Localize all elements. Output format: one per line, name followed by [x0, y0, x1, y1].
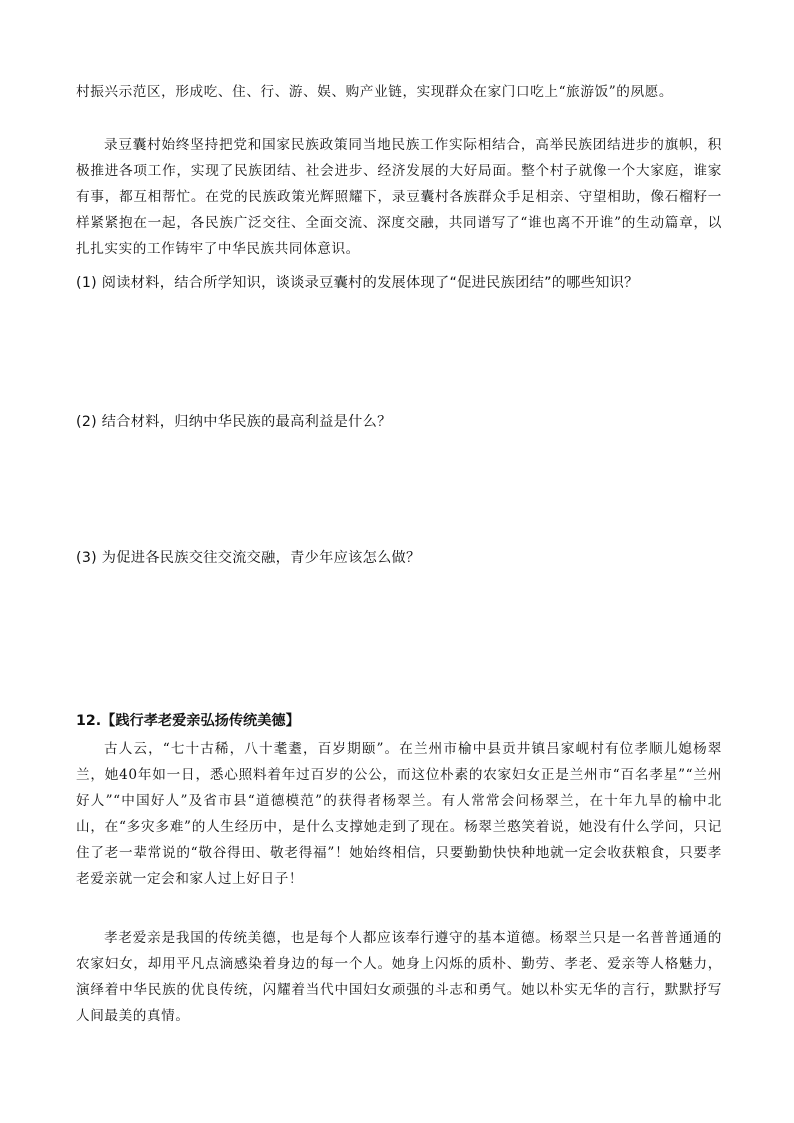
question-3: (3) 为促进各民族交往交流交融，青少年应该怎么做？: [76, 550, 421, 566]
material-continuation-paragraph: 村振兴示范区，形成吃、住、行、游、娱、购产业链，实现群众在家门口吃上“旅游饭”的夙愿。: [76, 84, 674, 100]
question-2: (2) 结合材料，归纳中华民族的最高利益是什么？: [76, 414, 392, 430]
section-12-paragraph-2: 孝老爱亲是我国的传统美德，也是每个人都应该奉行遵守的基本道德。杨翠兰只是一名普普通通的农家妇女，却用平凡点滴感染着身边的每一个人。她身上闪烁的质朴、勤劳、孝老、爱亲等人格魅力，演绎着中华民族的优良传统，闪耀着当代中国妇女顽强的斗志和勇气。她以朴实无华的言行，默默抒写人间最美的真情。: [76, 930, 722, 1024]
material-paragraph-ethnic-unity: 录豆囊村始终坚持把党和国家民族政策同当地民族工作实际相结合，高举民族团结进步的旗帜，积极推进各项工作，实现了民族团结、社会进步、经济发展的大好局面。整个村子就像一个大家庭，谁家有事，都互相帮忙。在党的民族政策光辉照耀下，录豆囊村各族群众手足相亲、守望相助，像石榴籽一样紧紧抱在一起，各民族广泛交往、全面交流、深度交融，共同谱写了“谁也离不开谁”的生动篇章，以扎扎实实的工作铸牢了中华民族共同体意识。: [76, 137, 722, 257]
section-12-title: 12.【践行孝老爱亲弘扬传统美德】: [76, 713, 300, 729]
section-12-paragraph-1: 古人云，“七十古稀，八十耄耋，百岁期颐”。在兰州市榆中县贡井镇吕家岘村有位孝顺儿媳杨翠兰，她40年如一日，悉心照料着年过百岁的公公，而这位朴素的农家妇女正是兰州市“百名孝星”“兰州好人”“中国好人”及省市县“道德模范”的获得者杨翠兰。有人常常会问杨翠兰，在十年九旱的榆中北山，在“多灾多难”的人生经历中，是什么支撑她走到了现在。杨翠兰憨笑着说，她没有什么学问，只记住了老一辈常说的“敬谷得田、敬老得福”！她始终相信，只要勤勤快快种地就一定会收获粮食，只要孝老爱亲就一定会和家人过上好日子！: [76, 741, 722, 887]
question-1: (1) 阅读材料，结合所学知识，谈谈录豆囊村的发展体现了“促进民族团结”的哪些知识？: [76, 275, 639, 291]
